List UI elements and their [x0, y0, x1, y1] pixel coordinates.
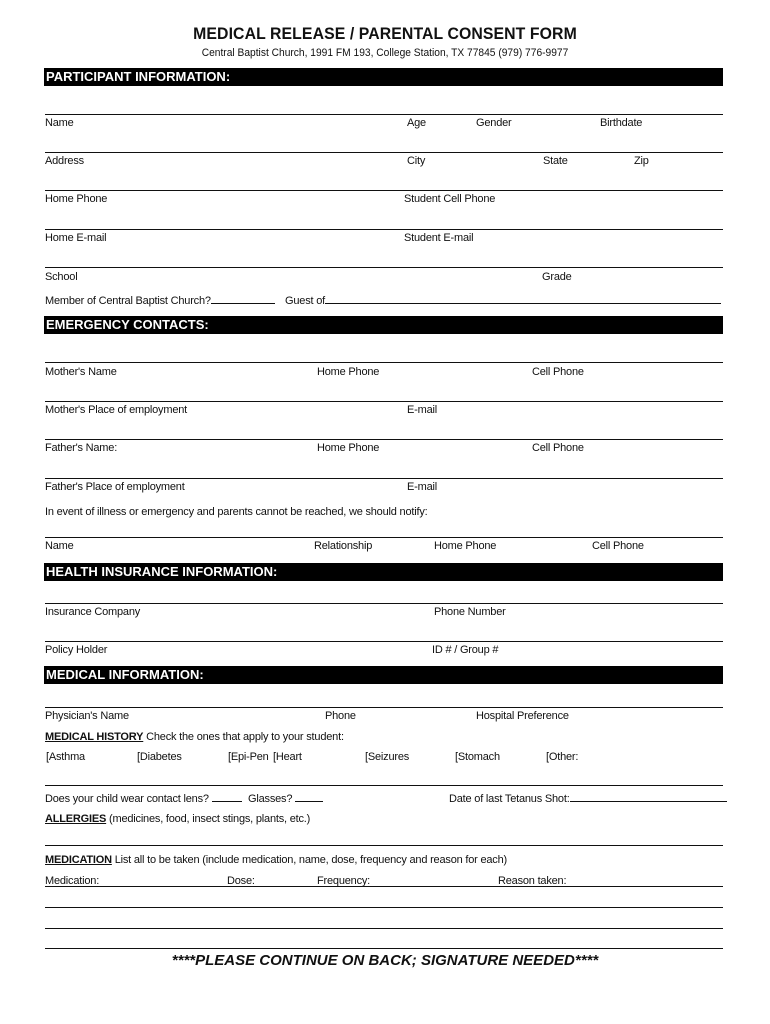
reason-col-label: Reason taken:	[498, 875, 567, 887]
birthdate-label: Birthdate	[600, 117, 643, 129]
id-group-label: ID # / Group #	[432, 644, 499, 656]
father-line[interactable]	[45, 439, 723, 440]
contact-cell-phone-label: Cell Phone	[592, 540, 644, 552]
address-label: Address	[45, 155, 84, 167]
guest-of-label: Guest of	[285, 294, 721, 307]
insurance-phone-label: Phone Number	[434, 606, 506, 618]
glasses-blank[interactable]	[295, 792, 323, 802]
email-line[interactable]	[45, 229, 723, 230]
section-participant: PARTICIPANT INFORMATION:	[44, 68, 723, 86]
mothers-employment-label: Mother's Place of employment	[45, 404, 188, 416]
medication-line-1[interactable]	[45, 886, 723, 887]
city-label: City	[407, 155, 426, 167]
contacts-blank[interactable]	[212, 792, 242, 802]
other-checkbox[interactable]: [Other:	[546, 751, 579, 763]
fathers-name-label: Father's Name:	[45, 442, 118, 454]
student-cell-label: Student Cell Phone	[404, 193, 496, 205]
father-cell-phone-label: Cell Phone	[532, 442, 584, 454]
frequency-col-label: Frequency:	[317, 875, 371, 887]
section-emergency: EMERGENCY CONTACTS:	[44, 316, 723, 334]
medication-prompt: MEDICATION List all to be taken (include medication, name, dose, frequency and reason for each)	[45, 854, 507, 866]
heart-checkbox[interactable]: [Heart	[273, 751, 302, 763]
father-email-label: E-mail	[407, 481, 437, 493]
contacts-question: Does your child wear contact lens?	[45, 792, 242, 805]
student-email-label: Student E-mail	[404, 232, 474, 244]
insurance-company-label: Insurance Company	[45, 606, 141, 618]
name-line[interactable]	[45, 114, 723, 115]
guest-of-blank[interactable]	[325, 294, 721, 304]
notify-text: In event of illness or emergency and parents cannot be reached, we should notify:	[45, 506, 428, 518]
father-home-phone-label: Home Phone	[317, 442, 380, 454]
grade-label: Grade	[542, 271, 572, 283]
name-label: Name	[45, 117, 74, 129]
gender-label: Gender	[476, 117, 512, 129]
contact-name-label: Name	[45, 540, 74, 552]
mother-line[interactable]	[45, 362, 723, 363]
church-address: Central Baptist Church, 1991 FM 193, College Station, TX 77845 (979) 776-9977	[201, 47, 569, 59]
state-label: State	[543, 155, 568, 167]
physician-line[interactable]	[45, 707, 723, 708]
address-line[interactable]	[45, 152, 723, 153]
allergies-prompt: ALLERGIES (medicines, food, insect stings, plants, etc.)	[45, 813, 311, 825]
policy-line[interactable]	[45, 641, 723, 642]
form-title: MEDICAL RELEASE / PARENTAL CONSENT FORM	[193, 24, 577, 43]
stomach-checkbox[interactable]: [Stomach	[455, 751, 500, 763]
medication-col-label: Medication:	[45, 875, 100, 887]
medical-history-prompt: MEDICAL HISTORY Check the ones that apply to your student:	[45, 731, 344, 743]
policy-holder-label: Policy Holder	[45, 644, 108, 656]
mother-cell-phone-label: Cell Phone	[532, 366, 584, 378]
school-label: School	[45, 271, 78, 283]
glasses-question: Glasses?	[248, 792, 323, 805]
physician-phone-label: Phone	[325, 710, 356, 722]
dose-col-label: Dose:	[227, 875, 255, 887]
insurance-line[interactable]	[45, 603, 723, 604]
tetanus-label: Date of last Tetanus Shot:	[449, 792, 727, 805]
zip-label: Zip	[634, 155, 649, 167]
hospital-label: Hospital Preference	[476, 710, 569, 722]
home-email-label: Home E-mail	[45, 232, 107, 244]
tetanus-blank[interactable]	[570, 792, 727, 802]
medication-line-4[interactable]	[45, 948, 723, 949]
home-phone-label: Home Phone	[45, 193, 108, 205]
school-line[interactable]	[45, 267, 723, 268]
physician-label: Physician's Name	[45, 710, 129, 722]
fathers-employment-label: Father's Place of employment	[45, 481, 185, 493]
relationship-label: Relationship	[314, 540, 373, 552]
section-medical: MEDICAL INFORMATION:	[44, 666, 723, 684]
age-label: Age	[407, 117, 426, 129]
medication-line-3[interactable]	[45, 928, 723, 929]
allergies-line[interactable]	[45, 845, 723, 846]
contact-line[interactable]	[45, 537, 723, 538]
medication-line-2[interactable]	[45, 907, 723, 908]
phone-line[interactable]	[45, 190, 723, 191]
mothers-name-label: Mother's Name	[45, 366, 117, 378]
father-employment-line[interactable]	[45, 478, 723, 479]
mother-email-label: E-mail	[407, 404, 437, 416]
continue-notice: ****PLEASE CONTINUE ON BACK; SIGNATURE NEEDED****	[171, 952, 599, 969]
asthma-checkbox[interactable]: [Asthma	[46, 751, 85, 763]
seizures-checkbox[interactable]: [Seizures	[365, 751, 410, 763]
mother-employment-line[interactable]	[45, 401, 723, 402]
epipen-checkbox[interactable]: [Epi-Pen	[228, 751, 269, 763]
contact-home-phone-label: Home Phone	[434, 540, 497, 552]
diabetes-checkbox[interactable]: [Diabetes	[137, 751, 182, 763]
member-question: Member of Central Baptist Church?	[45, 294, 275, 307]
other-line[interactable]	[45, 785, 723, 786]
member-blank[interactable]	[211, 294, 275, 304]
section-insurance: HEALTH INSURANCE INFORMATION:	[44, 563, 723, 581]
mother-home-phone-label: Home Phone	[317, 366, 380, 378]
